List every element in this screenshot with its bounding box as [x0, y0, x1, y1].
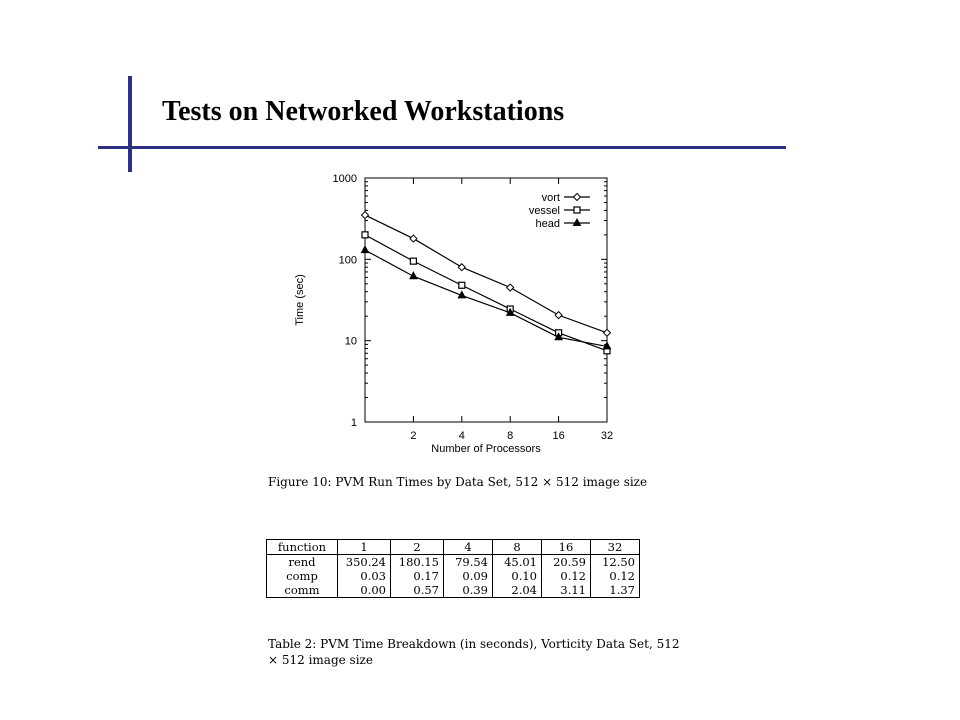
y-axis-label: Time (sec) — [294, 274, 306, 326]
time-breakdown-table — [266, 539, 640, 598]
data-point — [459, 282, 465, 288]
table-cell: 45.01 — [493, 555, 542, 570]
table-header-cell: 8 — [493, 540, 542, 555]
x-tick-label: 2 — [410, 430, 417, 442]
y-tick-label: 1 — [350, 417, 357, 429]
data-point — [458, 264, 465, 271]
slide-title: Tests on Networked Workstations — [162, 96, 565, 127]
table-header-cell: 2 — [391, 540, 444, 555]
data-point — [574, 194, 581, 201]
table-cell: comp — [267, 569, 338, 583]
table-cell: 0.10 — [493, 569, 542, 583]
table-cell: 0.12 — [591, 569, 640, 583]
plot-frame — [365, 178, 607, 422]
x-tick-label: 4 — [458, 430, 465, 442]
legend-label: vort — [541, 192, 560, 204]
data-point — [604, 329, 611, 336]
data-point — [410, 235, 417, 242]
x-tick-label: 8 — [507, 430, 514, 442]
table-caption: Table 2: PVM Time Breakdown (in seconds), Vorticity Data Set, 512 × 512 image size — [268, 637, 680, 667]
table-header-cell: function — [267, 540, 338, 555]
legend-label: vessel — [528, 205, 560, 217]
table-cell: 0.17 — [391, 569, 444, 583]
data-point — [574, 219, 581, 226]
x-tick-label: 32 — [600, 430, 614, 442]
table-cell: rend — [267, 555, 338, 570]
data-point — [410, 258, 416, 264]
table-header-row — [267, 540, 640, 555]
data-point — [362, 232, 368, 238]
table-cell: 0.39 — [444, 583, 493, 598]
y-tick-label: 100 — [338, 254, 357, 267]
table-cell: 180.15 — [391, 555, 444, 570]
data-point — [574, 207, 580, 213]
table-header-cell: 1 — [338, 540, 391, 555]
y-tick-label: 10 — [344, 335, 357, 348]
table-cell: 1.37 — [591, 583, 640, 598]
table-cell: 79.54 — [444, 555, 493, 570]
data-point — [362, 212, 369, 219]
data-point — [555, 312, 562, 319]
x-tick-label: 16 — [552, 430, 565, 442]
legend-label: head — [535, 218, 560, 230]
table-cell: 12.50 — [591, 555, 640, 570]
series-line-head — [365, 250, 607, 346]
figure-caption: Figure 10: PVM Run Times by Data Set, 512 × 512 image size — [268, 475, 648, 489]
table-header-cell: 16 — [542, 540, 591, 555]
table-cell: 0.09 — [444, 569, 493, 583]
table-row — [267, 569, 640, 583]
table-header-cell: 4 — [444, 540, 493, 555]
x-axis-label: Number of Processors — [431, 443, 541, 455]
y-tick-label: 1000 — [332, 173, 357, 185]
table-cell: 20.59 — [542, 555, 591, 570]
table-cell: 0.03 — [338, 569, 391, 583]
series-line-vessel — [365, 235, 607, 351]
table-cell: 0.57 — [391, 583, 444, 598]
table-cell: 0.12 — [542, 569, 591, 583]
data-point — [362, 246, 369, 253]
table-header-cell: 32 — [591, 540, 640, 555]
data-point — [507, 284, 514, 291]
table-cell: comm — [267, 583, 338, 598]
table-cell: 2.04 — [493, 583, 542, 598]
table-row — [267, 555, 640, 570]
table-cell: 3.11 — [542, 583, 591, 598]
series-line-vort — [365, 215, 607, 333]
table-cell: 350.24 — [338, 555, 391, 570]
table-row — [267, 583, 640, 598]
table-cell: 0.00 — [338, 583, 391, 598]
